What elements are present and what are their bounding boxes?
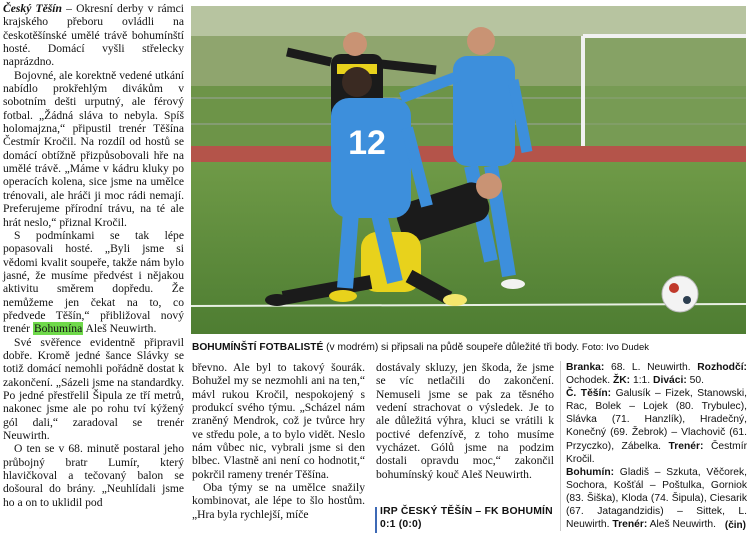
- highlighted-word: Bohumína: [33, 322, 83, 336]
- paragraph: dostávaly skluzy, jen škoda, že jsme se víc netlačili do zakončení. Nemuseli jsme se pak za těsného vedení strachovat o výsledek. Je to ale důležitá výhra, kluci se vrátili k poctivé defenzívě, z toho musíme vycházet. Gólů jsme na podzim dostali opravdu moc,“ zakončil bohumínský kouč Aleš Neuwirth.: [376, 361, 554, 481]
- paragraph: O ten se v 68. minutě postaral jeho průbojný bratr Lumír, který hlavičkoval a tečovaný balon se došoural do brány. „Neuhlídali jsme ho a on to uklidil pod: [3, 442, 184, 509]
- home-coach-name: Čestmír Kročil.: [566, 440, 747, 465]
- goal-label: Branka:: [566, 362, 605, 373]
- home-coach-label: Trenér:: [668, 440, 704, 452]
- paragraph: [3, 229, 184, 336]
- home-lineup: [566, 387, 747, 466]
- match-result-heading: IRP ČESKÝ TĚŠÍN – FK BOHUMÍN 0:1 (0:0): [380, 505, 556, 531]
- home-team-label: Č. Těšín:: [566, 388, 612, 400]
- paragraph-text: Aleš Neuwirth.: [83, 322, 157, 336]
- football-photo-illustration: [191, 6, 746, 334]
- paragraph: Oba týmy se na umělce snažily kombinovat, ale lépe to šlo hostům. „Hra byla rychlejší, míče: [192, 481, 365, 521]
- photo-caption: [192, 341, 748, 354]
- away-team-players: Gladiš – Szkuta, Věčorek, Sochora, Košťál – Poštulka, Gorniok (83. Šiška), Kloda (74. Šipula), Ciesarik (67. Jatagandzidis) – Sittek, L. Neuwirth.: [566, 466, 747, 531]
- football: [662, 276, 698, 312]
- spectators-label: Diváci:: [653, 375, 687, 387]
- goal-value: 68. L. Neuwirth.: [604, 362, 691, 373]
- paragraph: Své svěřence evidentně připravil dobře. Kromě jedné šance Slávky se totiž domácí nemohli pořádně dostat k zakončení. „Sázeli jsme na standardky. Po jedné přestřelil Šipula ze tří metrů, nakonec jsme ale po rohu tví kýžený gól dali,“ zaradoval se trenér Neuwirth.: [3, 335, 184, 442]
- referee-label: Rozhodčí:: [697, 362, 747, 373]
- yellow-cards-value: 1:1.: [630, 375, 651, 387]
- paragraph-text: S podmínkami se tak lépe popasovali hosté. „Byli jsme si vědomi kvalit soupeře, takže nám bylo jasné, že musíme předvést i nějakou aktivitu směrem dopředu. Že nemůžeme jen čekat na to, co předvede Těšín,“ přibližoval nový trenér: [3, 228, 184, 336]
- article-column-middle: [192, 361, 365, 521]
- jersey-number: 12: [348, 124, 386, 162]
- column-divider: [560, 361, 561, 531]
- caption-heading: BOHUMÍNŠTÍ FOTBALISTÉ: [192, 342, 324, 353]
- match-details: [566, 361, 747, 531]
- away-coach-label: Trenér:: [612, 519, 648, 531]
- dateline: Český Těšín: [3, 2, 62, 15]
- article-column-left: [3, 2, 184, 509]
- referee-value: Ochodek.: [566, 375, 611, 387]
- paragraph: břevno. Ale byl to takový šourák. Bohužel my se nezmohli ani na ten,“ mávl rukou Kročil, nespokojený s produkcí svého týmu. „Scházel nám zraněný Mendrok, což je tvůrce hry ve středu pole, a to bylo vidět. Neslo nám vůbec nic, vybrali jsme si den blbec. Vlastně ani není co hodnotit,“ pokrčil rameny trenér Těšína.: [192, 361, 365, 481]
- lead-text: – Okresní derby v rámci krajského přeboru ovládli na českotěšínské umělé trávě bohumínští hosté. Domácí vyšli střelecky naprázdno.: [3, 2, 184, 69]
- away-lineup: [566, 466, 747, 531]
- away-coach-name: Aleš Neuwirth.: [647, 519, 716, 531]
- spectators-value: 50.: [686, 375, 704, 387]
- caption-text: (v modrém) si připsali na půdě soupeře důležité tři body.: [323, 342, 580, 353]
- match-photo: [191, 6, 746, 334]
- author-tag: (čin): [724, 520, 746, 531]
- away-team-label: Bohumín:: [566, 466, 615, 478]
- photo-credit: Foto: Ivo Dudek: [581, 342, 649, 353]
- home-team-players: Galusík – Fizek, Stanowski, Rac, Bolek – Lojek (80. Trybulec), Slávka (71. Hanzlík), Hradečný, Konečný (69. Žebrok) – Vlachovič (61. Przyczko), Zábelka.: [566, 388, 747, 452]
- yellow-cards-label: ŽK:: [612, 375, 631, 387]
- article-column-middle-2: [376, 361, 554, 481]
- match-stats: [566, 361, 747, 387]
- paragraph-lead: [3, 2, 184, 69]
- paragraph: Bojovné, ale korektně vedené utkání nabídlo prokřehlým divákům v sobotním dešti urputný, ale férový fotbal. „Žádná sláva to nebyla. Spíš holomajzna,“ připustil trenér Těšína Čestmír Kročil. Na rozdíl od hostů se domácí obtížně přizpůsobovali hře na umělé trávě. „Máme v kádru kluky po operacích kolena, sice jsme na umělce trénovali, ale hráči ji moc rádi nemají. Preferujeme přírodní trávu, na té ale hrát neslo,“ přiznal Kročil.: [3, 68, 184, 229]
